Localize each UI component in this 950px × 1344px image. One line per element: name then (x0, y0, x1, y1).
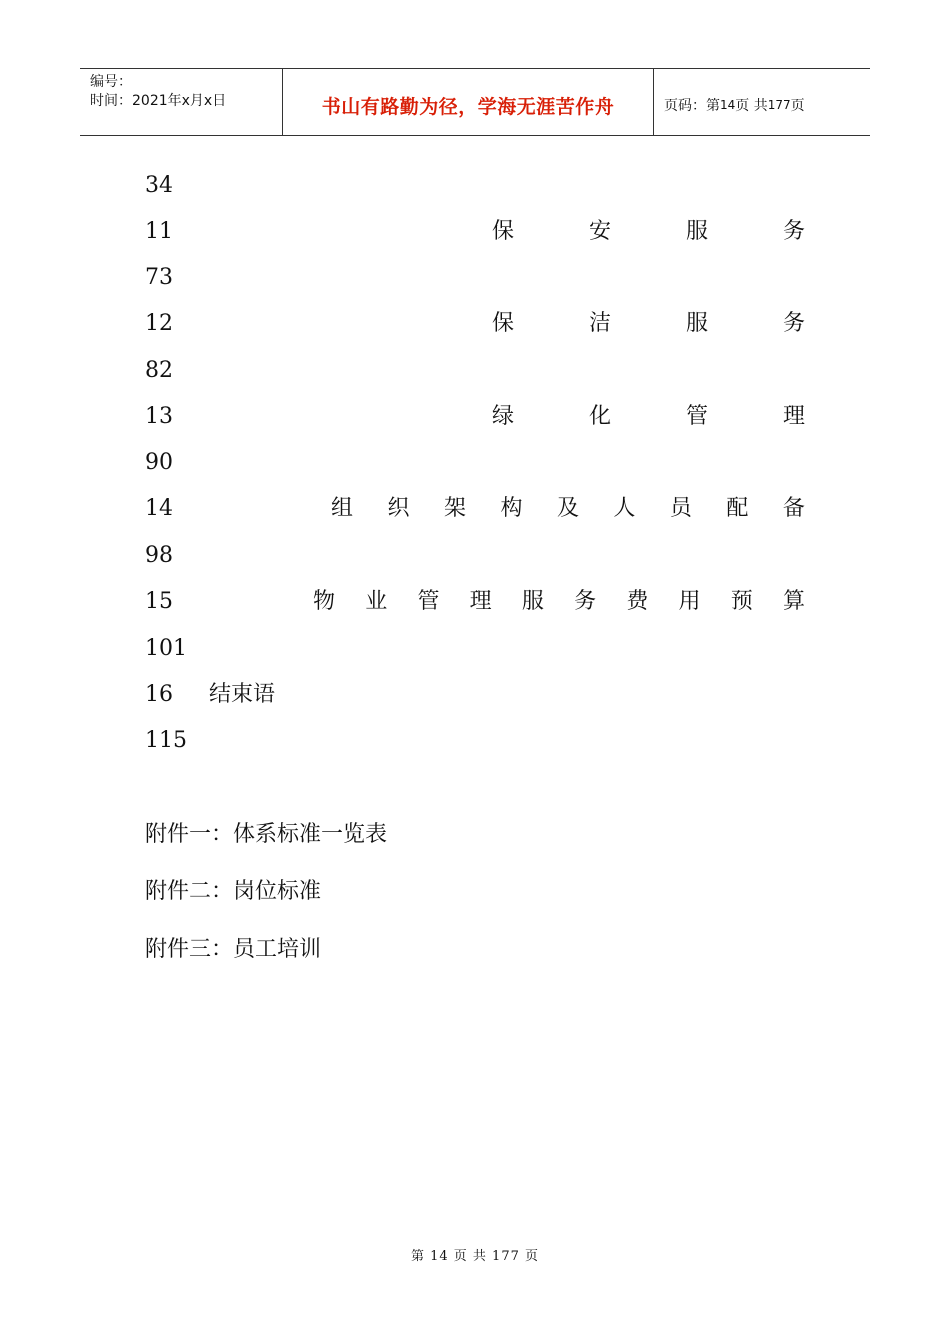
toc-title-char: 员 (669, 496, 692, 521)
toc-title-char: 及 (556, 496, 579, 521)
toc-page-number (145, 723, 805, 759)
appendix-2: 附件二：岗位标准 (145, 879, 322, 904)
toc-title-char: 服 (521, 589, 544, 614)
toc-page-number (145, 538, 805, 574)
toc-entry-number: 14 (145, 496, 173, 521)
toc-title-char: 务 (574, 589, 597, 614)
toc-entry-number: 13 (145, 404, 173, 429)
header-motto: 书山有路勤为径，学海无涯苦作舟 (321, 95, 615, 118)
toc-entry-title: 结束语 (209, 682, 276, 707)
toc-page-number-text: 82 (145, 358, 173, 383)
page-suffix: 页 (790, 98, 805, 114)
toc-title-char: 配 (726, 496, 749, 521)
toc-title-char: 用 (678, 589, 701, 614)
toc-entry-14 (145, 491, 805, 527)
toc-title-char: 洁 (588, 311, 611, 336)
toc-title-char: 业 (365, 589, 388, 614)
header-motto-cell (282, 69, 654, 135)
toc-title-char: 管 (417, 589, 440, 614)
toc-title-char: 服 (685, 311, 708, 336)
toc-title-char: 架 (443, 496, 466, 521)
toc-page-number-text: 34 (145, 173, 173, 198)
toc-page-number-text: 90 (145, 450, 173, 475)
toc-entry-12 (145, 306, 805, 342)
toc-title-char: 人 (613, 496, 636, 521)
toc-page-number (145, 260, 805, 296)
toc-title-char: 管 (685, 404, 708, 429)
toc-title-char: 化 (588, 404, 611, 429)
toc-entry-number: 11 (145, 219, 173, 244)
page-footer: 第 14 页 共 177 页 (410, 1249, 540, 1264)
toc-page-number-text: 73 (145, 265, 173, 290)
toc-title-char: 预 (730, 589, 753, 614)
toc-entry-16 (145, 677, 805, 713)
toc-entry-title (313, 584, 805, 620)
toc-entry-title (331, 491, 805, 527)
toc-title-char: 保 (492, 219, 515, 244)
number-label: 编号： (90, 74, 132, 90)
toc-entry-13 (145, 399, 805, 435)
toc-page-number (145, 445, 805, 481)
toc-title-char: 理 (469, 589, 492, 614)
toc-title-char: 保 (492, 311, 515, 336)
header-meta (80, 69, 282, 135)
toc-title-char: 安 (588, 219, 611, 244)
toc-entry-title (492, 306, 805, 342)
toc-title-char: 绿 (492, 404, 515, 429)
appendix-1: 附件一：体系标准一览表 (145, 822, 388, 847)
toc-entry-number: 16 (145, 682, 173, 707)
toc-title-char: 理 (782, 404, 805, 429)
time-label: 时间：2021年x月x日 (90, 93, 227, 109)
header-page-info (654, 69, 870, 135)
page-mid: 页 共 (735, 98, 768, 114)
toc-entry-number: 15 (145, 589, 173, 614)
toc-entry-title (492, 399, 805, 435)
page-current: 14 (720, 98, 736, 112)
page-prefix: 页码：第 (664, 98, 720, 114)
toc-title-char: 务 (782, 219, 805, 244)
toc-page-number-text: 98 (145, 543, 173, 568)
toc-page-number (145, 631, 805, 667)
toc-title-char: 备 (782, 496, 805, 521)
toc-entry-title (492, 214, 805, 250)
toc-page-number (145, 168, 805, 204)
page-header (80, 68, 870, 136)
toc-page-number-text: 115 (145, 728, 187, 753)
toc-page-number-text: 101 (145, 636, 187, 661)
toc-title-char: 服 (685, 219, 708, 244)
toc-title-char: 费 (626, 589, 649, 614)
toc-title-char: 构 (500, 496, 523, 521)
toc-page-number (145, 353, 805, 389)
toc-title-char: 织 (387, 496, 410, 521)
toc-title-char: 算 (782, 589, 805, 614)
toc-title-char: 务 (782, 311, 805, 336)
toc-title-char: 组 (331, 496, 354, 521)
page-total: 177 (767, 98, 791, 112)
appendix-3: 附件三：员工培训 (145, 937, 322, 962)
toc-entry-15 (145, 584, 805, 620)
toc-entry-number: 12 (145, 311, 173, 336)
toc-title-char: 物 (313, 589, 336, 614)
toc-entry-11 (145, 214, 805, 250)
